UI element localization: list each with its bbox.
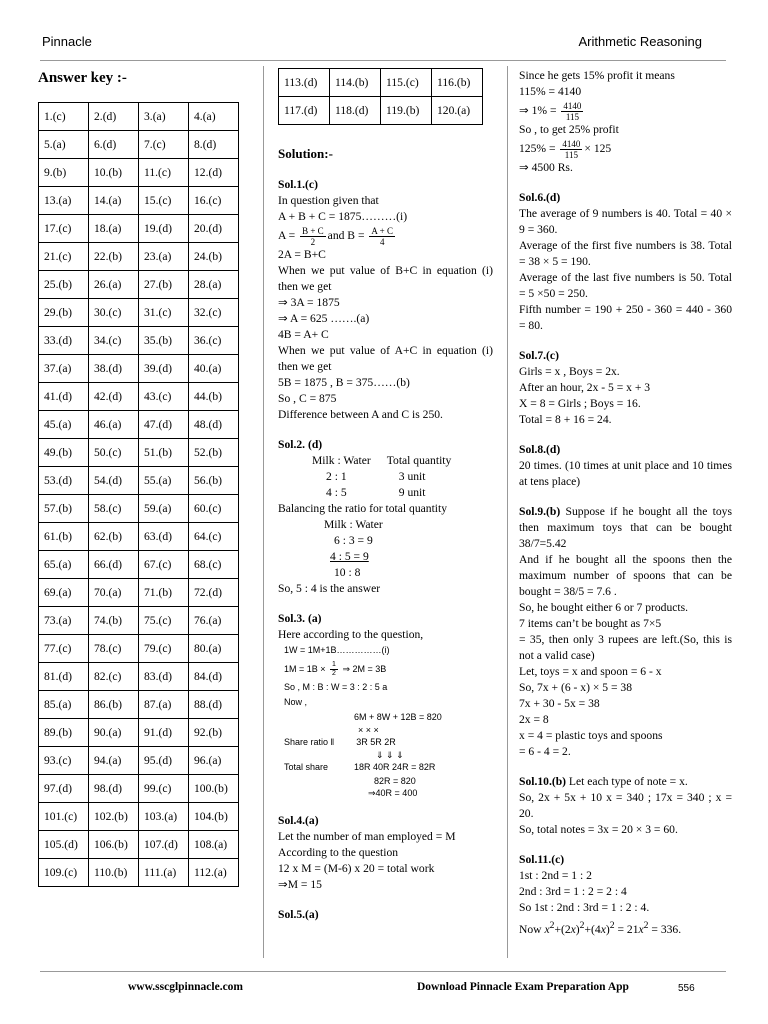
answer-key-cell: 24.(b) <box>189 243 239 271</box>
fraction: $\frac{1}{2}$ <box>332 661 336 678</box>
answer-key-cell: 114.(b) <box>330 69 381 97</box>
answer-key-cell: 86.(b) <box>89 691 139 719</box>
sol3-heading: Sol.3. (a) <box>278 612 322 625</box>
answer-key-cell: 4.(a) <box>189 103 239 131</box>
sol9-line: So, he bought either 6 or 7 products. <box>519 601 689 614</box>
answer-key-cell: 23.(a) <box>139 243 189 271</box>
answer-key-cell: 43.(c) <box>139 383 189 411</box>
answer-key-cell: 103.(a) <box>139 803 189 831</box>
answer-key-cell: 101.(c) <box>39 803 89 831</box>
sol9-line: 2x = 8 <box>519 713 549 726</box>
answer-key-cell: 111.(a) <box>139 859 189 887</box>
answer-key-row <box>39 719 239 747</box>
answer-key-cell: 49.(b) <box>39 439 89 467</box>
sol9-line: x = 4 = plastic toys and spoons <box>519 729 663 742</box>
sol2-heading: Sol.2. (d) <box>278 438 323 451</box>
answer-key-cell: 54.(d) <box>89 467 139 495</box>
answer-key-row <box>39 243 239 271</box>
sol1-line: ⇒ 3A = 1875 <box>278 296 340 309</box>
answer-key-cell: 25.(b) <box>39 271 89 299</box>
answer-key-cell: 118.(d) <box>330 97 381 125</box>
answer-key-cell: 80.(a) <box>189 635 239 663</box>
answer-key-row <box>39 495 239 523</box>
answer-key-cell: 69.(a) <box>39 579 89 607</box>
sol8-line: 20 times. (10 times at unit place and 10 times at tens place) <box>519 459 732 488</box>
sol7-line: After an hour, 2x - 5 = x + 3 <box>519 381 651 394</box>
sol1-heading: Sol.1.(c) <box>278 178 318 191</box>
sol5-heading: Sol.5.(a) <box>278 908 319 921</box>
answer-key-row <box>39 187 239 215</box>
sol11-line: 2nd : 3rd = 1 : 2 = 2 : 4 <box>519 885 627 898</box>
answer-key-cell: 89.(b) <box>39 719 89 747</box>
sol5-line: 115% = 4140 <box>519 85 582 98</box>
sol9-line: = 35, then only 3 rupees are left.(So, this is not a valid case) <box>519 633 732 662</box>
answer-key-cell: 14.(a) <box>89 187 139 215</box>
answer-key-cell: 102.(b) <box>89 803 139 831</box>
sol2-line: 10 : 8 <box>334 566 361 579</box>
answer-key-cell: 5.(a) <box>39 131 89 159</box>
answer-key-cell: 92.(b) <box>189 719 239 747</box>
answer-key-cell: 79.(c) <box>139 635 189 663</box>
fraction: $\frac{A + C}{4}$ <box>371 225 393 247</box>
sol5-line: Since he gets 15% profit it means <box>519 69 675 82</box>
answer-key-cell: 106.(b) <box>89 831 139 859</box>
answer-key-cell: 27.(b) <box>139 271 189 299</box>
sol3-arrow-row: ⇓ ⇓ ⇓ <box>376 750 404 760</box>
answer-key-cell: 99.(c) <box>139 775 189 803</box>
answer-key-cell: 119.(b) <box>381 97 432 125</box>
answer-key-cell: 48.(d) <box>189 411 239 439</box>
answer-key-row <box>39 803 239 831</box>
answer-key-cell: 76.(a) <box>189 607 239 635</box>
answer-key-cell: 104.(b) <box>189 803 239 831</box>
answer-key-cell: 63.(d) <box>139 523 189 551</box>
answer-key-row <box>39 523 239 551</box>
answer-key-cell: 7.(c) <box>139 131 189 159</box>
answer-key-cell: 44.(b) <box>189 383 239 411</box>
answer-key-cell: 110.(b) <box>89 859 139 887</box>
answer-key-row <box>39 271 239 299</box>
answer-key-row <box>39 439 239 467</box>
sol3-line: Now , <box>284 697 308 707</box>
answer-key-cell: 61.(b) <box>39 523 89 551</box>
column-divider-1 <box>263 66 264 958</box>
fraction: $\frac{B + C}{2}$ <box>302 225 324 247</box>
sol6-line: The average of 9 numbers is 40. Total = 40 × 9 = 360. <box>519 207 732 236</box>
answer-key-cell: 22.(b) <box>89 243 139 271</box>
sol3-line: ⇒40R = 400 <box>368 788 418 798</box>
header-rule <box>40 60 726 61</box>
answer-key-cell: 116.(b) <box>432 69 483 97</box>
answer-key-cell: 35.(b) <box>139 327 189 355</box>
sol10-line: So, 2x + 5x + 10 x = 340 ; 17x = 340 ; x = 20. <box>519 791 732 820</box>
sol9-line: So, 7x + (6 - x) × 5 = 38 <box>519 681 633 694</box>
answer-key-row <box>39 355 239 383</box>
answer-key-cell: 85.(a) <box>39 691 89 719</box>
fraction: $\frac{4140}{115}$ <box>563 100 582 122</box>
answer-key-cell: 32.(c) <box>189 299 239 327</box>
footer-rule <box>40 971 726 972</box>
sol6-heading: Sol.6.(d) <box>519 191 561 204</box>
answer-key-cell: 68.(c) <box>189 551 239 579</box>
answer-key-cell: 10.(b) <box>89 159 139 187</box>
answer-key-row <box>39 691 239 719</box>
answer-key-row <box>39 215 239 243</box>
sol3-line: 1W = 1M+1B……………(i) <box>284 645 390 655</box>
sol4-line: Let the number of man employed = M <box>278 830 456 843</box>
answer-key-cell: 53.(d) <box>39 467 89 495</box>
answer-key-cell: 93.(c) <box>39 747 89 775</box>
sol8-heading: Sol.8.(d) <box>519 443 561 456</box>
answer-key-row <box>39 635 239 663</box>
answer-key-cell: 67.(c) <box>139 551 189 579</box>
solutions-column-1 <box>278 68 493 923</box>
answer-key-cell: 115.(c) <box>381 69 432 97</box>
answer-key-cell: 120.(a) <box>432 97 483 125</box>
sol9-line: Let, toys = x and spoon = 6 - x <box>519 665 662 678</box>
answer-key-cell: 65.(a) <box>39 551 89 579</box>
fraction: $\frac{4140}{115}$ <box>562 138 581 160</box>
sol1-line: So , C = 875 <box>278 392 337 405</box>
answer-key-cell: 3.(a) <box>139 103 189 131</box>
sol3-line: So , M : B : W = 3 : 2 : 5 a <box>284 682 388 692</box>
answer-key-cell: 45.(a) <box>39 411 89 439</box>
answer-key-cell: 33.(d) <box>39 327 89 355</box>
answer-key-row <box>279 97 483 125</box>
answer-key-cell: 105.(d) <box>39 831 89 859</box>
answer-key-cell: 109.(c) <box>39 859 89 887</box>
answer-key-cell: 90.(a) <box>89 719 139 747</box>
column-divider-2 <box>507 66 508 958</box>
answer-key-cell: 52.(b) <box>189 439 239 467</box>
answer-key-cell: 59.(a) <box>139 495 189 523</box>
sol1-line: 5B = 1875 , B = 375……(b) <box>278 376 410 389</box>
footer-website-link[interactable]: www.sscglpinnacle.com <box>128 981 243 993</box>
sol1-fraction-line: A = $\frac{B + C}{2}$ and B = $\frac{A + C}{4}$ <box>278 225 393 247</box>
sol11-line: 1st : 2nd = 1 : 2 <box>519 869 592 882</box>
sol5-line: So , to get 25% profit <box>519 123 619 136</box>
sol3-line: × × × <box>358 725 379 735</box>
sol5-fraction-line: ⇒ 1% = $\frac{4140}{115}$ <box>519 100 582 122</box>
solutions-column-2 <box>519 68 732 940</box>
sol11-heading: Sol.11.(c) <box>519 853 565 866</box>
answer-key-cell: 78.(c) <box>89 635 139 663</box>
sol9-line: = 6 - 4 = 2. <box>519 745 571 758</box>
answer-key-cell: 112.(a) <box>189 859 239 887</box>
sol1-line: 4B = A+ C <box>278 328 329 341</box>
sol2-line: Balancing the ratio for total quantity <box>278 502 448 515</box>
answer-key-cell: 37.(a) <box>39 355 89 383</box>
answer-key-cell: 98.(d) <box>89 775 139 803</box>
answer-key-cell: 108.(a) <box>189 831 239 859</box>
answer-key-cell: 20.(d) <box>189 215 239 243</box>
answer-key-cell: 100.(b) <box>189 775 239 803</box>
sol11-equation: Now $x^2+(2x)^2+(4x)^2 = 21x^2 = 336$. <box>519 920 682 936</box>
answer-key-cell: 28.(a) <box>189 271 239 299</box>
sol10-paragraph: Sol.10.(b) Let each type of note = x. <box>519 775 688 788</box>
answer-key-table-continued <box>278 68 483 125</box>
answer-key-cell: 73.(a) <box>39 607 89 635</box>
sol1-line: When we put value of B+C in equation (i) then we get <box>278 264 493 293</box>
sol6-line: Average of the last five numbers is 50. Total = 5 ×50 = 250. <box>519 271 732 300</box>
answer-key-row <box>39 159 239 187</box>
answer-key-cell: 29.(b) <box>39 299 89 327</box>
header-chapter: Arithmetic Reasoning <box>578 34 702 49</box>
answer-key-cell: 42.(d) <box>89 383 139 411</box>
answer-key-cell: 15.(c) <box>139 187 189 215</box>
answer-key-row <box>39 467 239 495</box>
answer-key-cell: 57.(b) <box>39 495 89 523</box>
sol3-line: 82R = 820 <box>374 776 416 786</box>
answer-key-cell: 97.(d) <box>39 775 89 803</box>
sol6-line: Average of the first five numbers is 38. Total = 38 × 5 = 190. <box>519 239 732 268</box>
answer-key-cell: 62.(b) <box>89 523 139 551</box>
answer-key-cell: 30.(c) <box>89 299 139 327</box>
answer-key-title: Answer key :- <box>38 70 127 86</box>
answer-key-cell: 87.(a) <box>139 691 189 719</box>
answer-key-cell: 58.(c) <box>89 495 139 523</box>
answer-key-cell: 64.(c) <box>189 523 239 551</box>
answer-key-cell: 71.(b) <box>139 579 189 607</box>
answer-key-cell: 55.(a) <box>139 467 189 495</box>
answer-key-cell: 50.(c) <box>89 439 139 467</box>
sol2-ratio-table: Milk : Water Total quantity 2 : 1 3 unit 4 : 5 9 unit <box>312 454 452 499</box>
answer-key-cell: 94.(a) <box>89 747 139 775</box>
answer-key-cell: 2.(d) <box>89 103 139 131</box>
sol3-total-row: Total share 18R 40R 24R = 82R <box>284 762 436 772</box>
answer-key-row <box>279 69 483 97</box>
sol4-line: ⇒M = 15 <box>278 878 322 891</box>
answer-key-cell: 47.(d) <box>139 411 189 439</box>
sol4-line: According to the question <box>278 846 399 859</box>
sol3-line: Here according to the question, <box>278 628 424 641</box>
sol7-heading: Sol.7.(c) <box>519 349 559 362</box>
answer-key-cell: 31.(c) <box>139 299 189 327</box>
answer-key-row <box>39 831 239 859</box>
answer-key-row <box>39 607 239 635</box>
answer-key-cell: 70.(a) <box>89 579 139 607</box>
answer-key-cell: 12.(d) <box>189 159 239 187</box>
sol4-line: 12 x M = (M-6) x 20 = total work <box>278 862 435 875</box>
page-number: 556 <box>678 983 695 994</box>
answer-key-cell: 88.(d) <box>189 691 239 719</box>
answer-key-row <box>39 383 239 411</box>
answer-key-cell: 113.(d) <box>279 69 330 97</box>
sol1-line: 2A = B+C <box>278 248 326 261</box>
answer-key-row <box>39 747 239 775</box>
answer-key-cell: 39.(d) <box>139 355 189 383</box>
sol3-share-row: Share ratio ‖ 3R 5R 2R <box>284 737 396 747</box>
answer-key-cell: 107.(d) <box>139 831 189 859</box>
answer-key-cell: 46.(a) <box>89 411 139 439</box>
answer-key-column <box>38 68 253 887</box>
answer-key-row <box>39 299 239 327</box>
answer-key-table <box>38 102 239 887</box>
answer-key-cell: 82.(c) <box>89 663 139 691</box>
answer-key-cell: 74.(b) <box>89 607 139 635</box>
sol7-line: X = 8 = Girls ; Boys = 16. <box>519 397 641 410</box>
answer-key-cell: 1.(c) <box>39 103 89 131</box>
sol1-line: ⇒ A = 625 …….(a) <box>278 312 370 325</box>
sol1-line: When we put value of A+C in equation (i) then we get <box>278 344 493 373</box>
answer-key-cell: 96.(a) <box>189 747 239 775</box>
sol1-line: In question given that <box>278 194 379 207</box>
answer-key-cell: 41.(d) <box>39 383 89 411</box>
header-brand: Pinnacle <box>42 34 92 49</box>
sol2-line: Milk : Water <box>324 518 383 531</box>
answer-key-cell: 77.(c) <box>39 635 89 663</box>
answer-key-row <box>39 327 239 355</box>
solution-title: Solution:- <box>278 146 333 161</box>
sol2-line: 4 : 5 = 9 <box>330 550 369 563</box>
sol2-line: 6 : 3 = 9 <box>334 534 373 547</box>
sol3-line: 6M + 8W + 12B = 820 <box>354 712 442 722</box>
sol9-line: And if he bought all the spoons then the maximum number of spoons that can be bought = 38/5 = 7.6 . <box>519 553 732 598</box>
answer-key-cell: 16.(c) <box>189 187 239 215</box>
answer-key-cell: 51.(b) <box>139 439 189 467</box>
answer-key-cell: 84.(d) <box>189 663 239 691</box>
answer-key-cell: 34.(c) <box>89 327 139 355</box>
answer-key-cell: 75.(c) <box>139 607 189 635</box>
answer-key-cell: 26.(a) <box>89 271 139 299</box>
sol2-line: So, 5 : 4 is the answer <box>278 582 381 595</box>
answer-key-cell: 117.(d) <box>279 97 330 125</box>
answer-key-row <box>39 859 239 887</box>
answer-key-row <box>39 103 239 131</box>
sol1-line: A + B + C = 1875………(i) <box>278 210 408 223</box>
answer-key-cell: 40.(a) <box>189 355 239 383</box>
answer-key-row <box>39 411 239 439</box>
sol5-fraction-line: 125% = $\frac{4140}{115}$ × 125 <box>519 138 612 160</box>
answer-key-cell: 9.(b) <box>39 159 89 187</box>
sol4-heading: Sol.4.(a) <box>278 814 319 827</box>
answer-key-cell: 17.(c) <box>39 215 89 243</box>
answer-key-cell: 60.(c) <box>189 495 239 523</box>
sol7-line: Girls = x , Boys = 2x. <box>519 365 620 378</box>
sol9-line: 7 items can’t be bought as 7×5 <box>519 617 662 630</box>
answer-key-cell: 6.(d) <box>89 131 139 159</box>
answer-key-row <box>39 579 239 607</box>
sol5-line: ⇒ 4500 Rs. <box>519 161 573 174</box>
sol1-line: Difference between A and C is 250. <box>278 408 443 421</box>
answer-key-cell: 36.(c) <box>189 327 239 355</box>
answer-key-cell: 83.(d) <box>139 663 189 691</box>
sol9-line: 7x + 30 - 5x = 38 <box>519 697 600 710</box>
answer-key-cell: 56.(b) <box>189 467 239 495</box>
answer-key-row <box>39 775 239 803</box>
sol3-line: 1M = 1B × $\frac{1}{2}$ ⇒ 2M = 3B <box>284 661 387 678</box>
answer-key-cell: 11.(c) <box>139 159 189 187</box>
answer-key-cell: 91.(d) <box>139 719 189 747</box>
answer-key-cell: 13.(a) <box>39 187 89 215</box>
answer-key-cell: 21.(c) <box>39 243 89 271</box>
footer-app-promo: Download Pinnacle Exam Preparation App <box>417 981 629 993</box>
sol9-paragraph: Sol.9.(b) Suppose if he bought all the toys then maximum toys that can be bought 38/7=5.42 <box>519 505 732 550</box>
answer-key-cell: 95.(d) <box>139 747 189 775</box>
answer-key-cell: 18.(a) <box>89 215 139 243</box>
answer-key-row <box>39 663 239 691</box>
answer-key-row <box>39 551 239 579</box>
answer-key-cell: 19.(d) <box>139 215 189 243</box>
answer-key-row <box>39 131 239 159</box>
answer-key-cell: 81.(d) <box>39 663 89 691</box>
sol11-line: So 1st : 2nd : 3rd = 1 : 2 : 4. <box>519 901 650 914</box>
answer-key-cell: 8.(d) <box>189 131 239 159</box>
sol7-line: Total = 8 + 16 = 24. <box>519 413 612 426</box>
sol10-line: So, total notes = 3x = 20 × 3 = 60. <box>519 823 678 836</box>
sol6-line: Fifth number = 190 + 250 - 360 = 440 - 360 = 80. <box>519 303 732 332</box>
answer-key-cell: 72.(d) <box>189 579 239 607</box>
answer-key-cell: 66.(d) <box>89 551 139 579</box>
answer-key-cell: 38.(d) <box>89 355 139 383</box>
